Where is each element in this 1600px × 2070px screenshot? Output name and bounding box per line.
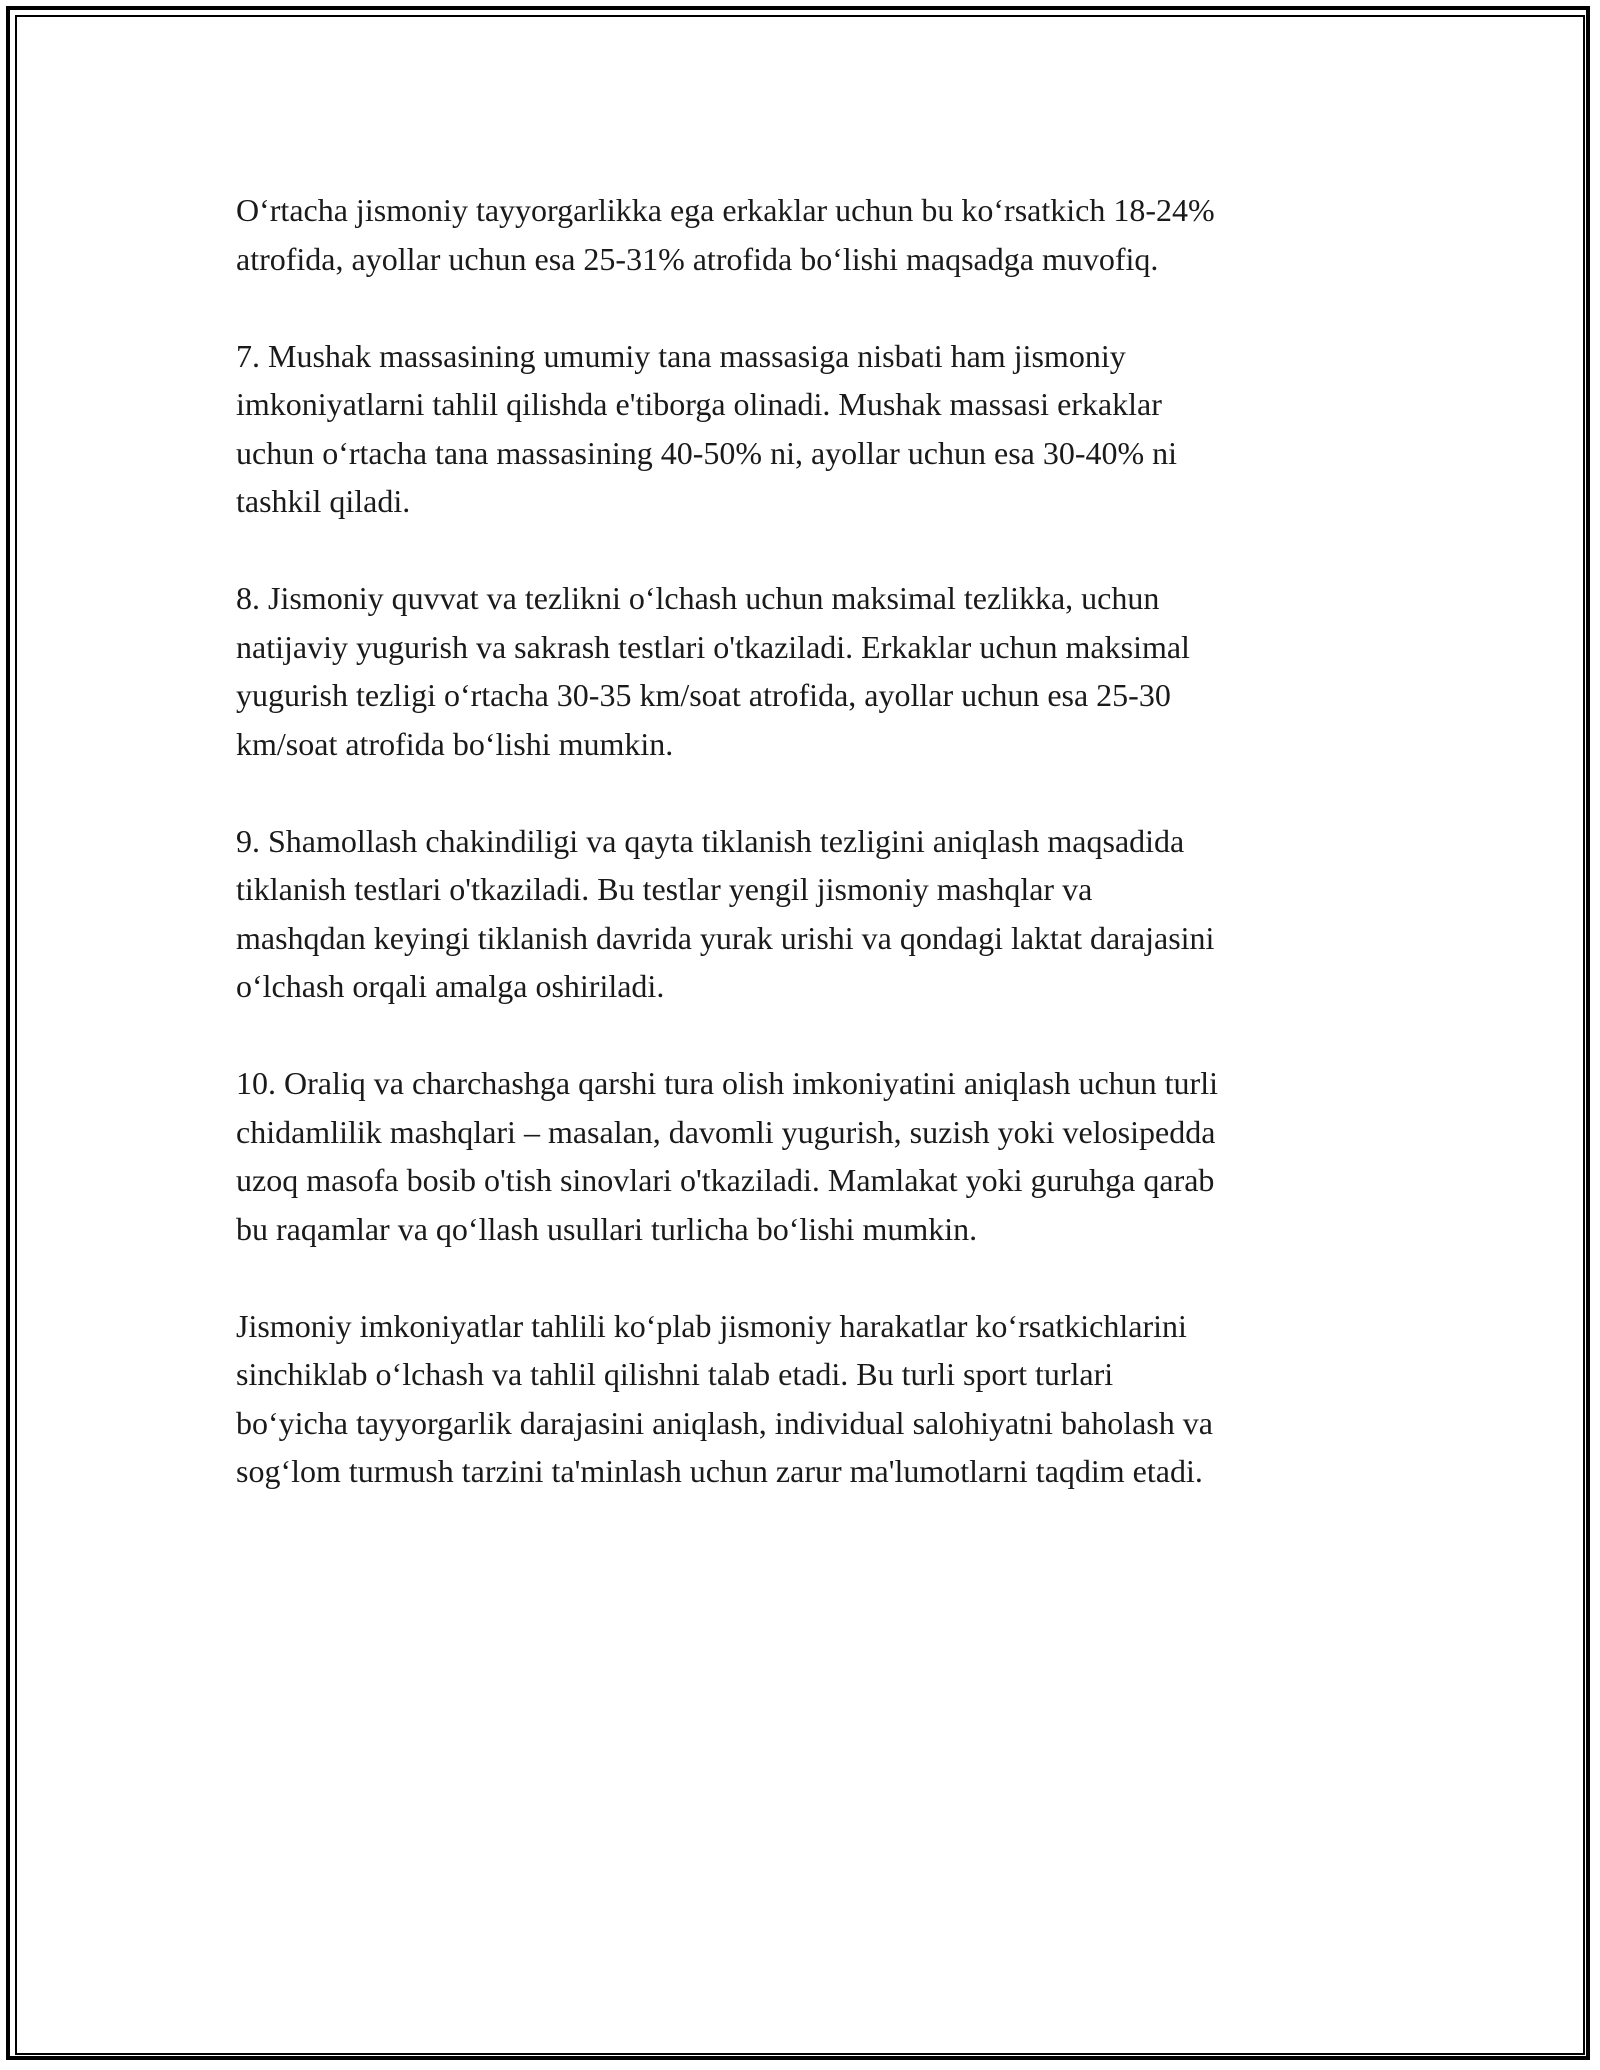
- paragraph-body-fat: O‘rtacha jismoniy tayyorgarlikka ega erkaklar uchun bu ko‘rsatkich 18-24% atrofida, ayollar uchun esa 25-31% atrofida bo‘lishi maqsadga muvofiq.: [236, 192, 1215, 277]
- document-body: [236, 186, 1366, 1544]
- paragraph-item-8-power-speed: 8. Jismoniy quvvat va tezlikni o‘lchash uchun maksimal tezlikka, uchun natijaviy yugurish va sakrash testlari o'tkaziladi. Erkaklar uchun maksimal yugurish tezligi o‘rtacha 30-35 km/soat atrofida, ayollar uchun esa 25-30 km/soat atrofida bo‘lishi mumkin.: [236, 580, 1190, 762]
- paragraph-item-10-endurance: 10. Oraliq va charchashga qarshi tura olish imkoniyatini aniqlash uchun turli chidamlilik mashqlari – masalan, davomli yugurish, suzish yoki velosipedda uzoq masofa bosib o'tish sinovlari o'tkaziladi. Mamlakat yoki guruhga qarab bu raqamlar va qo‘llash usullari turlicha bo‘lishi mumkin.: [236, 1065, 1218, 1247]
- paragraph-item-9-recovery: 9. Shamollash chakindiligi va qayta tiklanish tezligini aniqlash maqsadida tiklanish testlari o'tkaziladi. Bu testlar yengil jismoniy mashqlar va mashqdan keyingi tiklanish davrida yurak urishi va qondagi laktat darajasini o‘lchash orqali amalga oshiriladi.: [236, 822, 1215, 1004]
- paragraph-conclusion: Jismoniy imkoniyatlar tahlili ko‘plab jismoniy harakatlar ko‘rsatkichlarini sinchiklab o‘lchash va tahlil qilishni talab etadi. Bu turli sport turlari bo‘yicha tayyorgarlik darajasini aniqlash, individual salohiyatni baholash va sog‘lom turmush tarzini ta'minlash uchun zarur ma'lumotlarni taqdim etadi.: [236, 1307, 1213, 1489]
- paragraph-item-7-muscle-mass: 7. Mushak massasining umumiy tana massasiga nisbati ham jismoniy imkoniyatlarni tahlil qilishda e'tiborga olinadi. Mushak massasi erkaklar uchun o‘rtacha tana massasining 40-50% ni, ayollar uchun esa 30-40% ni tashkil qiladi.: [236, 337, 1178, 519]
